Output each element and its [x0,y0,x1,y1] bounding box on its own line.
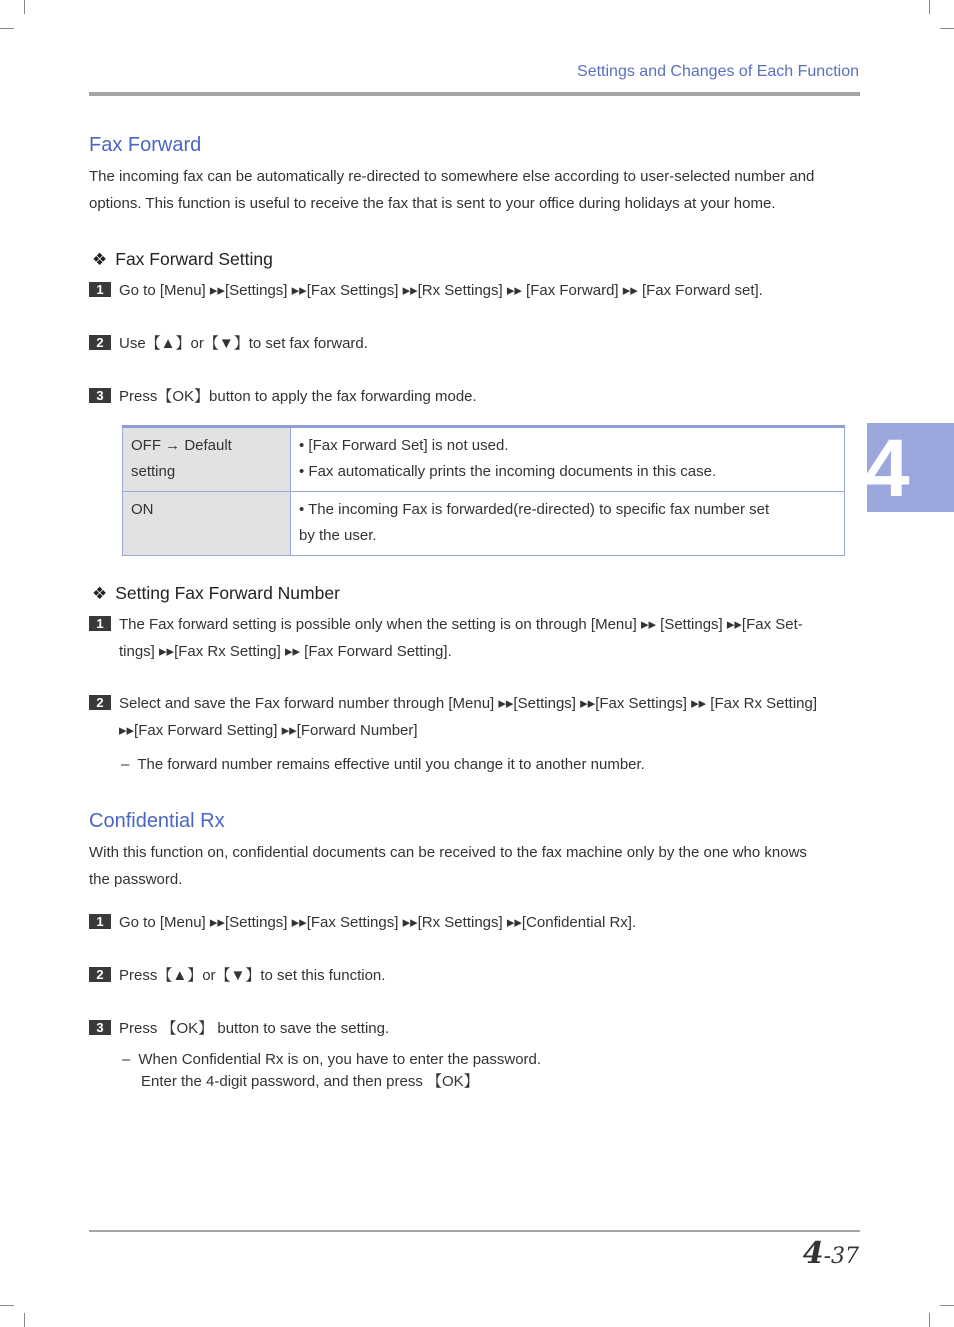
cell-line: • [Fax Forward Set] is not used. [299,437,509,454]
header-rule [89,92,860,96]
fax-forward-options-table [122,425,845,556]
step-number-badge: 1 [89,282,111,297]
note-text: When Confidential Rx is on, you have to enter the password. [138,1051,542,1068]
step-1 [89,277,864,304]
section-title-fax-forward: Fax Forward [89,134,202,156]
step-number-badge: 2 [89,335,111,350]
page-index: -37 [823,1244,859,1269]
chapter-tab [864,423,954,514]
confidential-step-1 [89,909,864,936]
running-header: Settings and Changes of Each Function [577,63,859,80]
step-text: Select and save the Fax forward number through [Menu] ▸▸[Settings] ▸▸[Fax Settings] ▸▸ [Fax Rx Setting] [119,695,817,712]
table-row [123,492,845,556]
crop-mark [940,28,954,29]
crop-mark [929,0,930,14]
fax-forward-setting-heading [92,249,273,270]
step-number-badge: 3 [89,1020,111,1035]
footer-rule [89,1230,860,1232]
intro-line: With this function on, confidential documents can be received to the fax machine only by the one who knows [89,844,807,861]
step-text: Go to [Menu] ▸▸[Settings] ▸▸[Fax Settings] ▸▸[Rx Settings] ▸▸ [Fax Forward] ▸▸ [Fax Forward set]. [119,282,763,299]
table-value-cell [291,492,845,556]
table-value-cell [291,427,845,492]
intro-line: The incoming fax can be automatically re-directed to somewhere else according to user-selected number and [89,168,815,185]
diamond-bullet-icon: ❖ [92,584,108,603]
step-text: Go to [Menu] ▸▸[Settings] ▸▸[Fax Settings] ▸▸[Rx Settings] ▸▸[Confidential Rx]. [119,914,637,931]
page-number [803,1236,859,1271]
table-key-cell [123,492,291,556]
page-chapter: 4 [802,1236,824,1271]
note-text: Enter the 4-digit password, and then press 【OK】 [141,1073,479,1090]
step-text: Press【OK】button to apply the fax forwarding mode. [119,388,477,405]
cell-line: • The incoming Fax is forwarded(re-directed) to specific fax number set [299,501,770,518]
crop-mark [0,1305,14,1306]
diamond-bullet-icon: ❖ [92,250,108,269]
forward-number-note [121,751,645,778]
crop-mark [0,28,14,29]
step-2 [89,330,864,357]
step-number-badge: 2 [89,967,111,982]
step-text: Use【▲】or【▼】to set fax forward. [119,335,368,352]
confidential-intro [89,839,864,893]
subheading-text: Setting Fax Forward Number [115,583,340,603]
dash-bullet: – [121,756,130,773]
note-text: The forward number remains effective until you change it to another number. [137,756,645,773]
confidential-step-2 [89,962,864,989]
subheading-text: Fax Forward Setting [115,249,273,269]
step-text: Press【▲】or【▼】to set this function. [119,967,386,984]
section-title-confidential-rx: Confidential Rx [89,810,225,832]
table-key-cell [123,427,291,492]
cell-line: ON [131,501,154,518]
crop-mark [929,1313,930,1327]
step-number-badge: 3 [89,388,111,403]
table-row [123,427,845,492]
step-text: tings] ▸▸[Fax Rx Setting] ▸▸ [Fax Forward Setting]. [119,643,452,660]
intro-line: options. This function is useful to receive the fax that is sent to your office during holidays at your home. [89,195,776,212]
cell-line: • Fax automatically prints the incoming documents in this case. [299,463,717,480]
step-text: Press 【OK】 button to save the setting. [119,1020,390,1037]
dash-bullet: – [122,1051,131,1068]
fax-forward-number-heading [92,583,340,604]
chapter-number: 4 [864,423,910,514]
number-step-1 [89,611,864,665]
confidential-note [122,1046,541,1095]
step-number-badge: 2 [89,695,111,710]
cell-line: by the user. [299,527,377,544]
intro-line: the password. [89,871,183,888]
step-text: The Fax forward setting is possible only when the setting is on through [Menu] ▸▸ [Settings] ▸▸[Fax Set- [119,616,803,633]
step-number-badge: 1 [89,616,111,631]
step-3 [89,383,864,410]
crop-mark [24,0,25,14]
crop-mark [24,1313,25,1327]
step-text: ▸▸[Fax Forward Setting] ▸▸[Forward Number] [119,722,418,739]
cell-line: OFF → Default [131,437,232,454]
fax-forward-intro [89,163,864,217]
step-number-badge: 1 [89,914,111,929]
cell-line: setting [131,463,176,480]
crop-mark [940,1305,954,1306]
confidential-step-3 [89,1015,864,1042]
number-step-2 [89,690,864,744]
